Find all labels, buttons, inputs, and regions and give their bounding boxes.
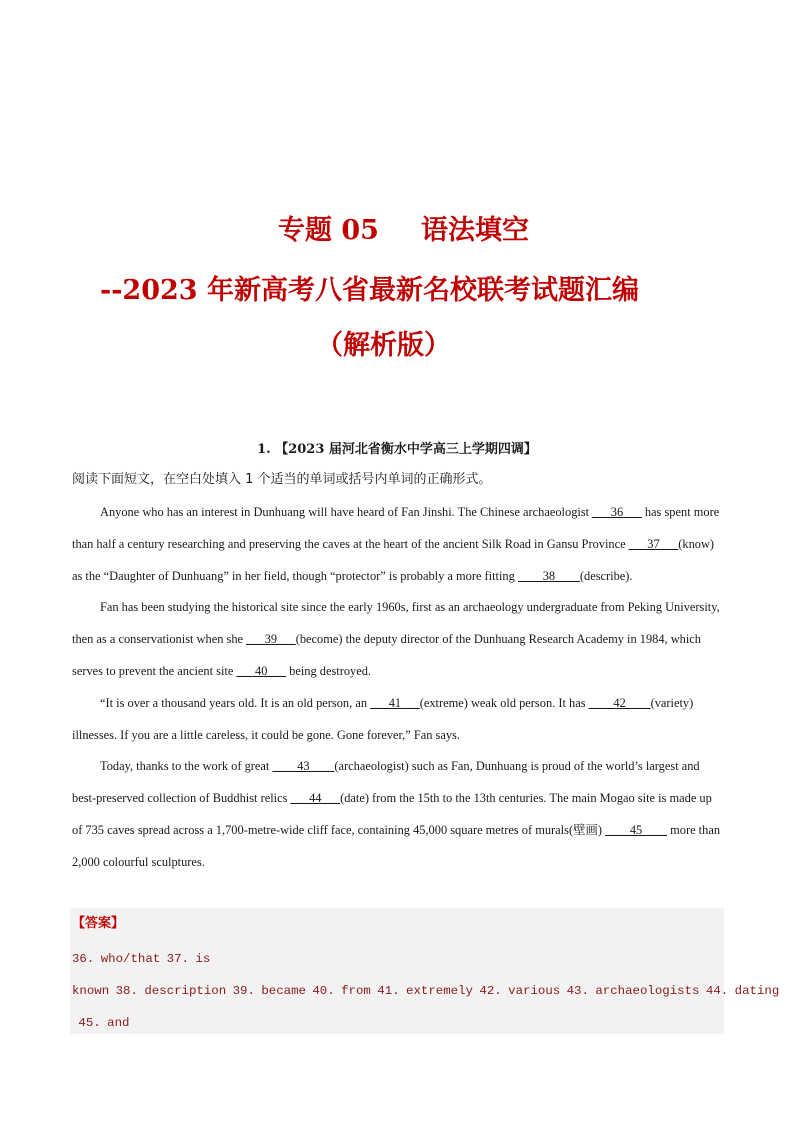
- blank-41: ___41___: [370, 695, 420, 710]
- title-topic-number: 专题 05: [278, 215, 379, 246]
- passage-paragraph-1: Anyone who has an interest in Dunhuang will have heard of Fan Jinshi. The Chinese archaeologist ___36___ has spent more than half a century researching and preserving the caves at the heart of the ancient Silk Road in Gansu Province ___37___(know) as the “Daughter of Dunhuang” in her field, though “protector” is probably a more fitting ____38____(describe).: [72, 505, 720, 583]
- answer-line-2: known 38. description 39. became 40. from 41. extremely 42. various 43. archaeologists 44. dating: [72, 984, 780, 998]
- blank-37: ___37___: [628, 536, 679, 551]
- document-title-line3: （解析版）: [316, 330, 451, 361]
- blank-44: ___44___: [290, 791, 341, 806]
- blank-40: ___40___: [236, 663, 287, 678]
- answer-label: 【答案】: [72, 916, 125, 931]
- blank-38: ____38____: [517, 568, 580, 583]
- passage-paragraph-4: Today, thanks to the work of great ____43____(archaeologist) such as Fan, Dunhuang is proud of the world’s largest and best-preserved collection of Buddhist relics ___44___(date) from the 15th to the 13th centuries. The main Mogao site is made up of 735 caves spread across a 1,700-metre-wide cliff face, containing 45,000 square metres of murals(壁画) ____45____ more than 2,000 colourful sculptures.: [72, 759, 721, 869]
- blank-36: ___36___: [592, 505, 642, 519]
- answer-line-1: 36. who/that 37. is: [72, 952, 211, 966]
- passage-paragraph-3: “It is over a thousand years old. It is an old person, an ___41___(extreme) weak old person. It has ____42____(variety) illnesses. If you are a little careless, it could be gone. Gone forever,” Fan says.: [72, 695, 694, 742]
- document-title-line2: --2023 年新高考八省最新名校联考试题汇编: [100, 275, 639, 306]
- title-topic-name: 语法填空: [420, 215, 529, 246]
- blank-43: ____43____: [272, 759, 335, 774]
- blank-45: ____45____: [605, 822, 668, 837]
- question-instruction: 阅读下面短文，在空白处填入 1 个适当的单词或括号内单词的正确形式。: [72, 472, 492, 487]
- question-heading: 1. 【2023 届河北省衡水中学高三上学期四调】: [257, 442, 537, 457]
- blank-39: ___39___: [246, 632, 296, 647]
- answer-line-3: 45. and: [72, 1016, 130, 1030]
- blank-42: ____42____: [588, 695, 651, 710]
- answer-list: [72, 943, 780, 1039]
- passage-paragraph-2: Fan has been studying the historical site since the early 1960s, first as an archaeology undergraduate from Peking University, then as a conservationist when she ___39___(become) the deputy director of the Dunhuang Research Academy in 1984, which serves to prevent the ancient site ___40___ being destroyed.: [72, 600, 720, 678]
- document-title-line1: [278, 208, 529, 247]
- reading-passage: [72, 497, 724, 879]
